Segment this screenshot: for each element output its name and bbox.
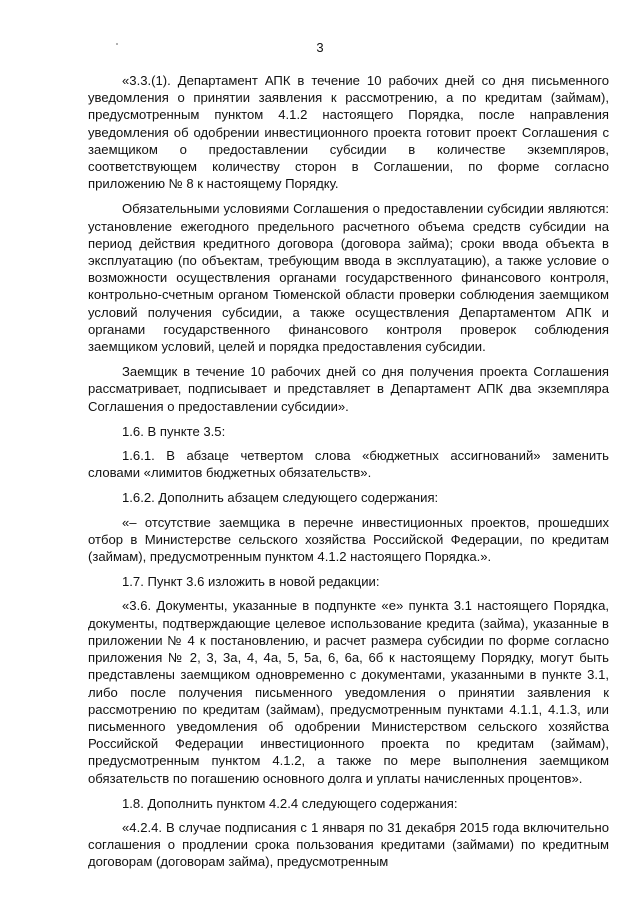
paragraph-added-item: «– отсутствие заемщика в перечне инвестиционных проектов, прошедших отбор в Министерстве сельского хозяйства Российской Федерации, по кредитам (займам), предусмотренным пунктом 4.1.2 настоящего Порядка.».: [88, 514, 609, 565]
paragraph-1-6-2: 1.6.2. Дополнить абзацем следующего содержания:: [122, 490, 439, 506]
paragraph-1-6-1: 1.6.1. В абзаце четвертом слова «бюджетных ассигнований» заменить словами «лимитов бюджетных обязательств».: [88, 448, 609, 481]
paragraph-1-8: 1.8. Дополнить пунктом 4.2.4 следующего содержания:: [122, 795, 458, 811]
paragraph-3-3-1: «3.3.(1). Департамент АПК в течение 10 рабочих дней со дня письменного уведомления о принятии заявления к рассмотрению, а по кредитам (займам), предусмотренным пунктом 4.1.2 настоящего Порядка, после направления уведомления об одобрении инвестиционного проекта готовит проект Соглашения с заемщиком о предоставлении субсидии в количестве экземпляров, соответствующем количеству сторон в Соглашении, по форме согласно приложению № 8 к настоящему Порядку.: [88, 73, 609, 192]
paragraph-4-2-4: «4.2.4. В случае подписания с 1 января по 31 декабря 2015 года включительно соглашения о продлении срока пользования кредитами (займами) по кредитным договорам (договорам займа), предусмотренным: [88, 819, 609, 870]
page-number: 3: [316, 40, 324, 55]
paragraph-borrower-signs: Заемщик в течение 10 рабочих дней со дня получения проекта Соглашения рассматривает, подписывает и представляет в Департамент АПК два экземпляра Соглашения о предоставлении субсидии».: [88, 364, 609, 414]
paragraph-1-7: 1.7. Пункт 3.6 изложить в новой редакции:: [122, 574, 380, 590]
paragraph-mandatory-conditions: Обязательными условиями Соглашения о предоставлении субсидии являются: установление ежегодного предельного расчетного объема средств субсидии на период действия кредитного договора (договора займа); сроки ввода объекта в эксплуатацию (по объектам, требующим ввода в эксплуатацию), а также условие о возможности осуществления органами государственного финансового контроля, контрольно-счетным органом Тюменской области проверки соблюдения заемщиком условий получения субсидии, а также осуществления Департаментом АПК и органами государственного финансового контроля проверок соблюдения заемщиком условий, целей и порядка предоставления субсидии.: [88, 201, 609, 355]
document-body: [88, 72, 609, 879]
paragraph-3-6: «3.6. Документы, указанные в подпункте «е» пункта 3.1 настоящего Порядка, документы, подтверждающие целевое использование кредита (займа), указанные в приложении № 4 к постановлению, и расчет размера субсидии по форме согласно приложения № 2, 3, 3а, 4, 4а, 5, 5а, 6, 6а, 6б к настоящему Порядку, могут быть представлены заемщиком одновременно с документами, указанными в пункте 3.1, либо после получения письменного уведомления о принятии заявления к рассмотрению по кредитам (займам), предусмотренным пунктами 4.1.1, 4.1.3, или письменного уведомления об одобрении Министерством сельского хозяйства Российской Федерации инвестиционного проекта по кредитам (займам), предусмотренным пунктом 4.1.2, а также по мере выполнения заемщиком обязательств по погашению основного долга и уплаты начисленных процентов».: [88, 598, 609, 786]
paragraph-1-6: 1.6. В пункте 3.5:: [122, 423, 226, 439]
